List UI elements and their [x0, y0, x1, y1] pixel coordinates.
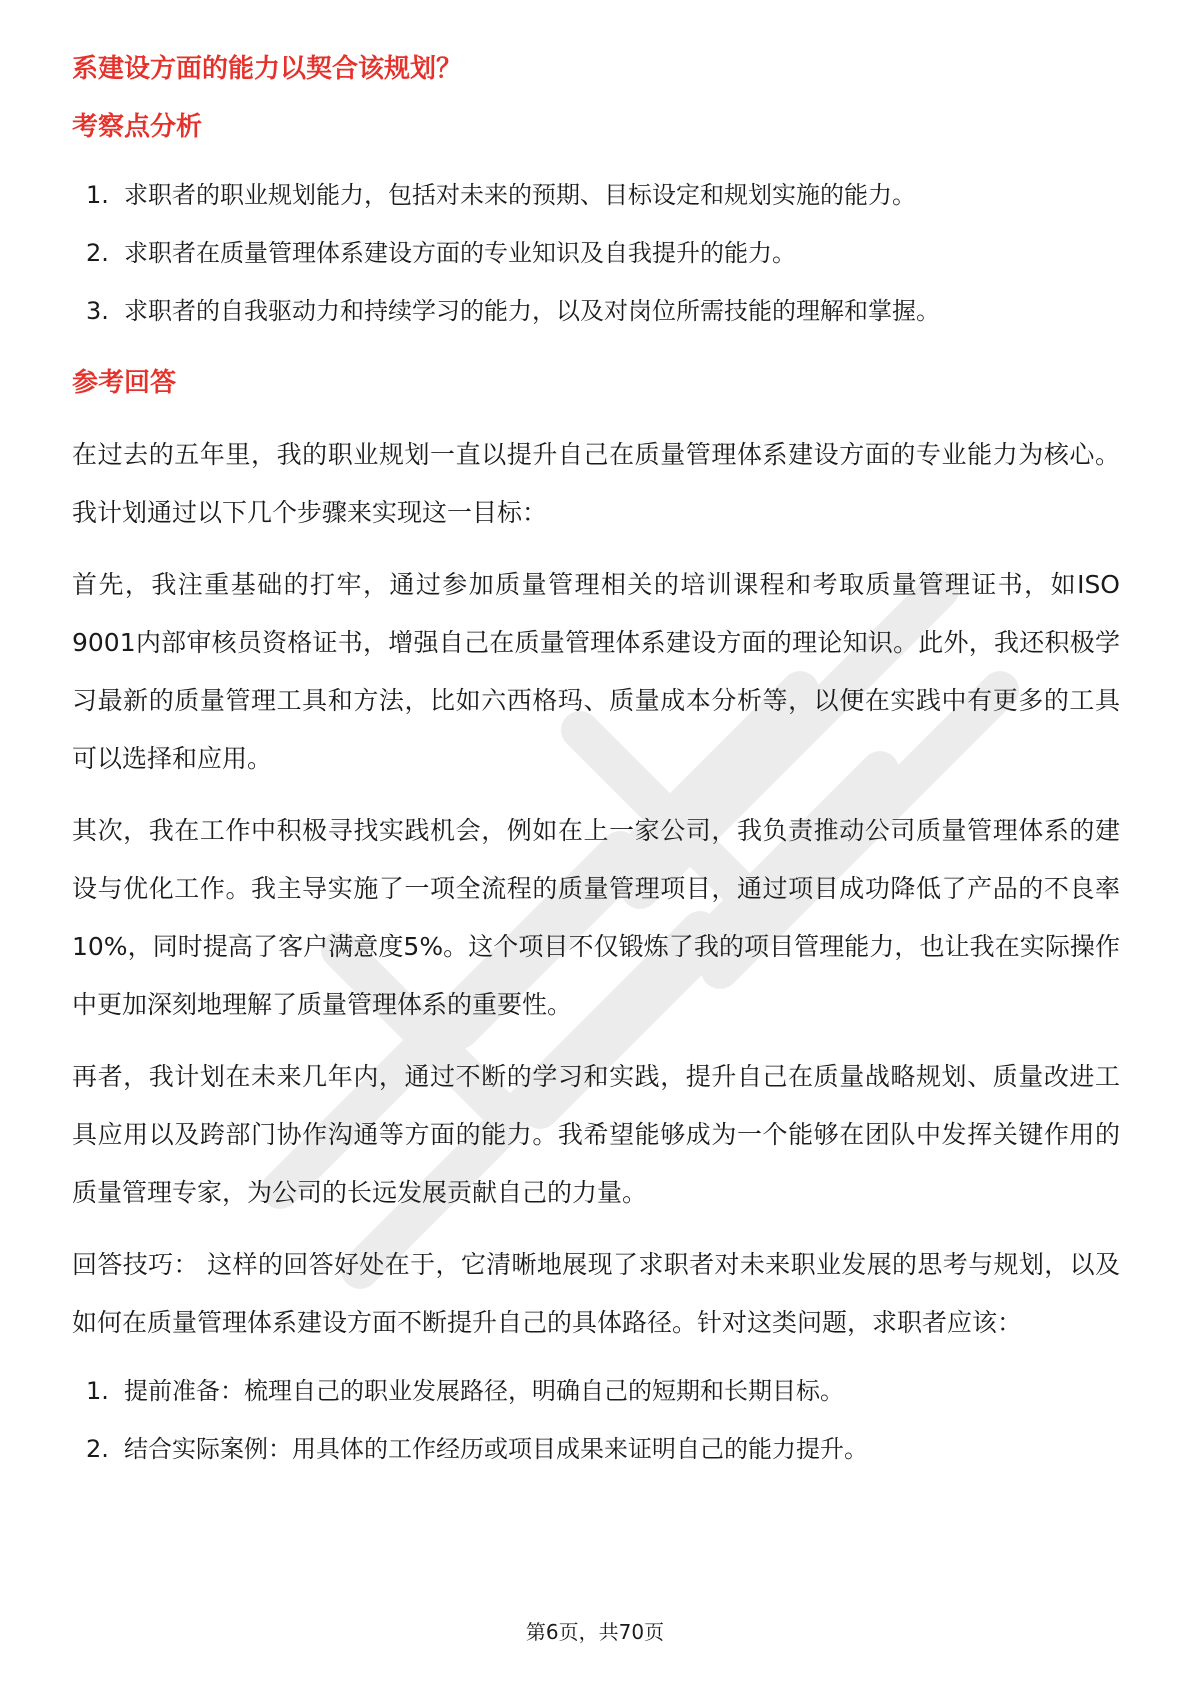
- document-page: [72, 40, 1120, 1478]
- page-footer: 第6页，共70页: [525, 1620, 665, 1644]
- list-number: 2.: [86, 239, 109, 267]
- list-text: 结合实际案例：用具体的工作经历或项目成果来证明自己的能力提升。: [124, 1435, 868, 1463]
- list-number: 1.: [86, 181, 109, 209]
- list-item: [72, 166, 1120, 224]
- answer-paragraph: 首先，我注重基础的打牢，通过参加质量管理相关的培训课程和考取质量管理证书，如ISO 9001内部审核员资格证书，增强自己在质量管理体系建设方面的理论知识。此外，我还积极学习最新的质量管理工具和方法，比如六西格玛、质量成本分析等，以便在实践中有更多的工具可以选择和应用。: [72, 570, 1120, 773]
- list-number: 1.: [86, 1377, 109, 1405]
- answer-paragraph: 再者，我计划在未来几年内，通过不断的学习和实践，提升自己在质量战略规划、质量改进工具应用以及跨部门协作沟通等方面的能力。我希望能够成为一个能够在团队中发挥关键作用的质量管理专家，为公司的长远发展贡献自己的力量。: [72, 1062, 1120, 1207]
- intro-line: 系建设方面的能力以契合该规划？: [72, 54, 463, 84]
- analysis-list: [72, 166, 1120, 340]
- answer-paragraph: 在过去的五年里，我的职业规划一直以提升自己在质量管理体系建设方面的专业能力为核心。我计划通过以下几个步骤来实现这一目标：: [72, 440, 1120, 527]
- list-item: [72, 1420, 1120, 1478]
- list-item: [72, 224, 1120, 282]
- answer-paragraph: 其次，我在工作中积极寻找实践机会，例如在上一家公司，我负责推动公司质量管理体系的建设与优化工作。我主导实施了一项全流程的质量管理项目，通过项目成功降低了产品的不良率10%，同时提高了客户满意度5%。这个项目不仅锻炼了我的项目管理能力，也让我在实际操作中更加深刻地理解了质量管理体系的重要性。: [72, 816, 1120, 1019]
- answer-tips-paragraph: 回答技巧： 这样的回答好处在于，它清晰地展现了求职者对未来职业发展的思考与规划，以及如何在质量管理体系建设方面不断提升自己的具体路径。针对这类问题，求职者应该：: [72, 1250, 1120, 1337]
- list-text: 求职者的职业规划能力，包括对未来的预期、目标设定和规划实施的能力。: [124, 181, 916, 209]
- section-title-analysis: 考察点分析: [72, 112, 203, 142]
- list-item: [72, 1362, 1120, 1420]
- tips-list: [72, 1362, 1120, 1478]
- section-title-answer: 参考回答: [72, 368, 177, 398]
- list-text: 求职者的自我驱动力和持续学习的能力，以及对岗位所需技能的理解和掌握。: [124, 297, 940, 325]
- list-item: [72, 282, 1120, 340]
- list-text: 提前准备：梳理自己的职业发展路径，明确自己的短期和长期目标。: [124, 1377, 844, 1405]
- list-text: 求职者在质量管理体系建设方面的专业知识及自我提升的能力。: [124, 239, 796, 267]
- list-number: 2.: [86, 1435, 109, 1463]
- list-number: 3.: [86, 297, 109, 325]
